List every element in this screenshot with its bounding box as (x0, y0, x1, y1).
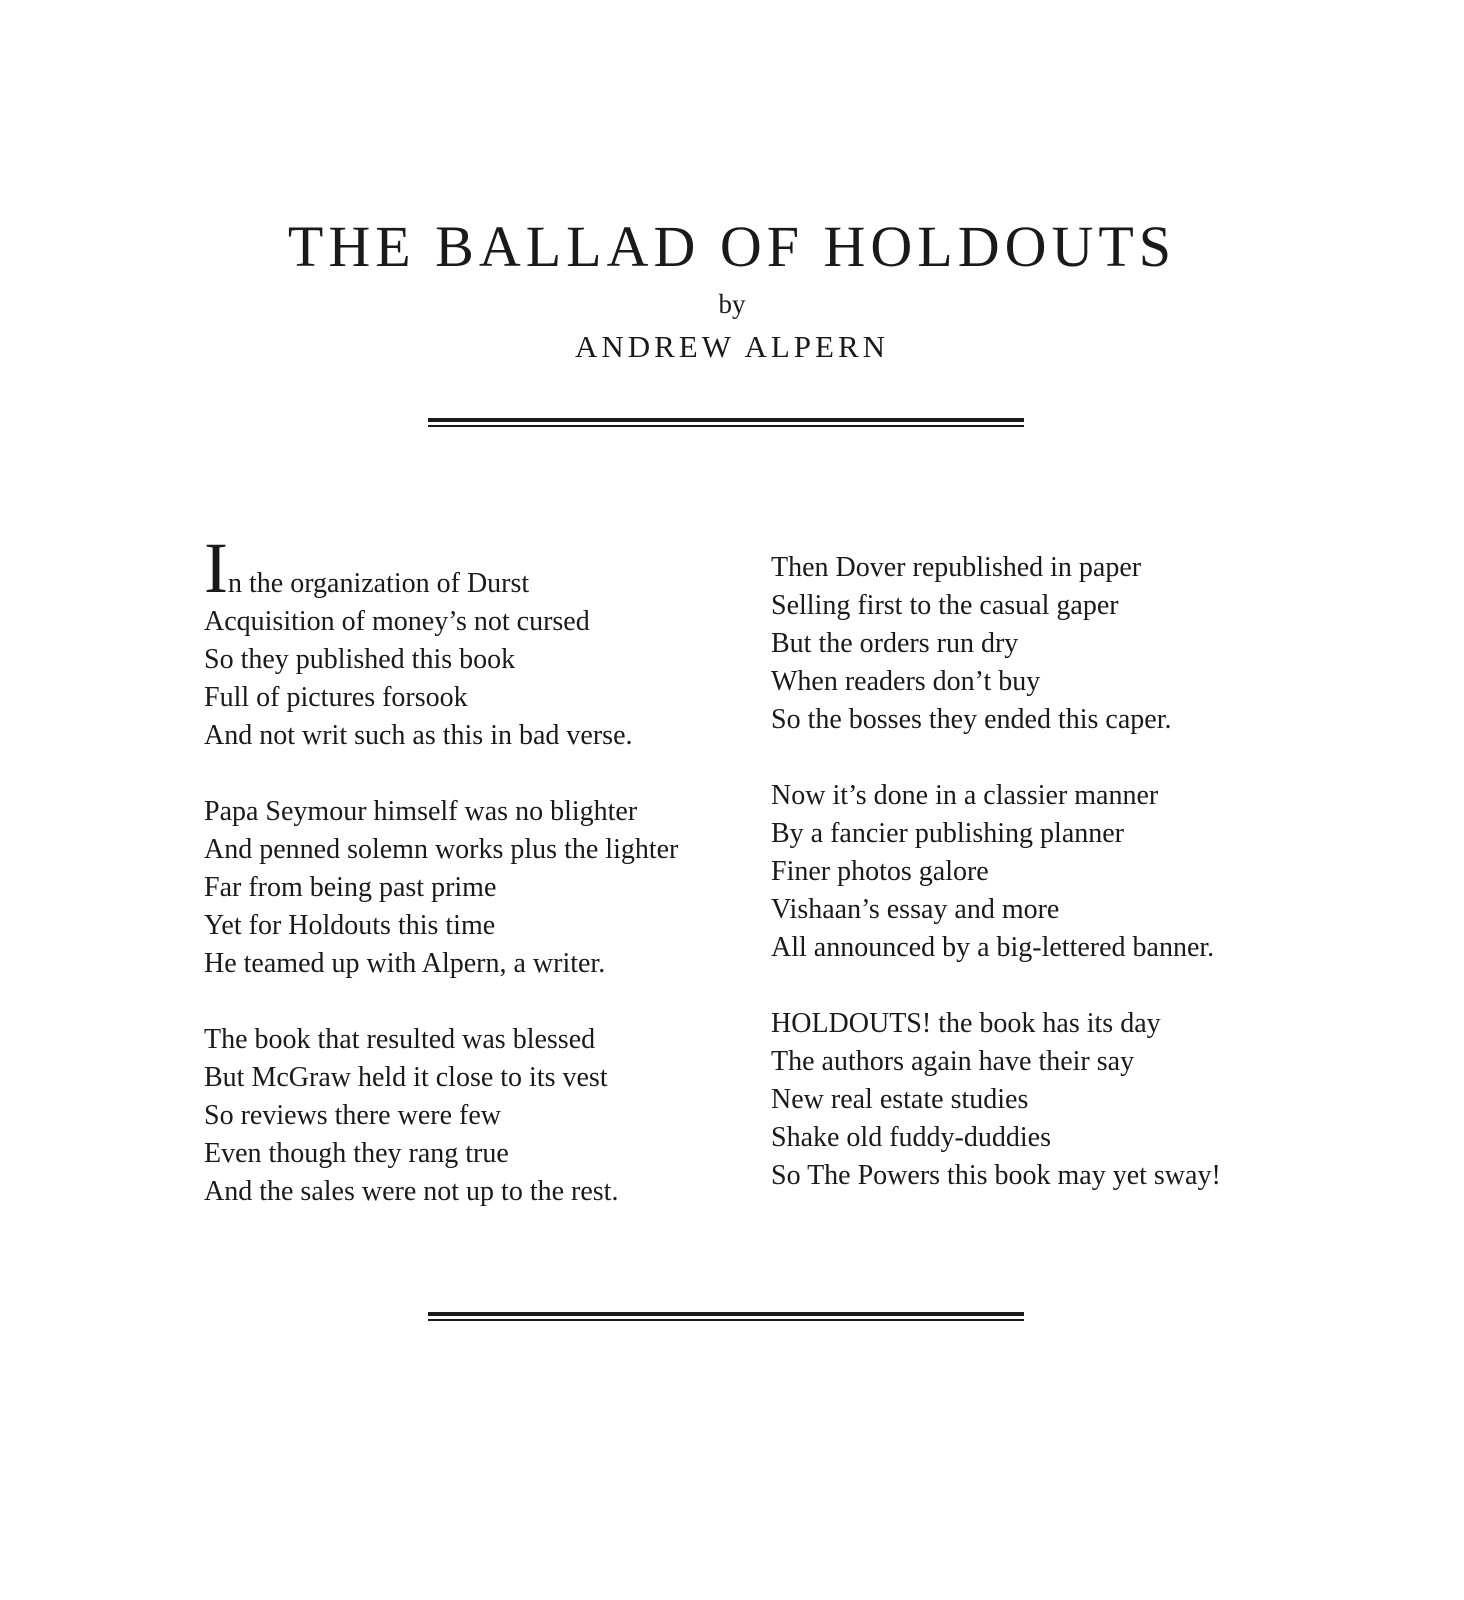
poem-line: New real estate studies (771, 1084, 1029, 1115)
poem-line: When readers don’t buy (771, 666, 1041, 697)
poem-line: Even though they rang true (204, 1138, 509, 1169)
author-name: ANDREW ALPERN (574, 329, 890, 364)
poem-line: Vishaan’s essay and more (771, 894, 1060, 925)
poem-line: And penned solemn works plus the lighter (204, 834, 679, 865)
poem-line: So reviews there were few (204, 1100, 501, 1131)
stanza-2 (204, 793, 744, 983)
stanza-3 (204, 1021, 744, 1211)
poem-line: By a fancier publishing planner (771, 818, 1125, 849)
drop-cap: I (204, 528, 228, 608)
poem-line: All announced by a big-lettered banner. (771, 932, 1215, 963)
poem-line: Acquisition of money’s not cursed (204, 606, 590, 637)
poem-line: Papa Seymour himself was no blighter (204, 796, 638, 827)
stanza-1 (204, 528, 744, 755)
poem-line: But McGraw held it close to its vest (204, 1062, 608, 1093)
stanza-4 (771, 549, 1331, 739)
poem-left-column (204, 528, 744, 1249)
poem-line: And not writ such as this in bad verse. (204, 720, 633, 751)
poem-line: HOLDOUTS! the book has its day (771, 1008, 1161, 1039)
stanza-5 (771, 777, 1331, 967)
poem-line: But the orders run dry (771, 628, 1019, 659)
poem-line: The book that resulted was blessed (204, 1024, 596, 1055)
poem-line: So the bosses they ended this caper. (771, 704, 1172, 735)
poem-line: He teamed up with Alpern, a writer. (204, 948, 606, 979)
poem-line: Finer photos galore (771, 856, 989, 887)
poem-line: The authors again have their say (771, 1046, 1135, 1077)
poem-line: Now it’s done in a classier manner (771, 780, 1159, 811)
poem-right-column (771, 549, 1331, 1233)
first-line-rest: n the organization of Durst (227, 568, 530, 599)
byline: by (718, 289, 746, 319)
poem-line: Shake old fuddy-duddies (771, 1122, 1051, 1153)
top-divider (428, 418, 1024, 427)
poem-line-first (204, 528, 744, 608)
poem-line: So they published this book (204, 644, 516, 675)
poem-line: So The Powers this book may yet sway! (771, 1160, 1221, 1191)
poem-line: Full of pictures forsook (204, 682, 468, 713)
poem-title: THE BALLAD OF HOLDOUTS (287, 214, 1177, 279)
stanza-6 (771, 1005, 1331, 1195)
poem-line: Yet for Holdouts this time (204, 910, 496, 941)
poem-line: Far from being past prime (204, 872, 497, 903)
poem-line: Selling first to the casual gaper (771, 590, 1119, 621)
poem-line: Then Dover republished in paper (771, 552, 1142, 583)
bottom-divider (428, 1312, 1024, 1321)
poem-line: And the sales were not up to the rest. (204, 1176, 619, 1207)
